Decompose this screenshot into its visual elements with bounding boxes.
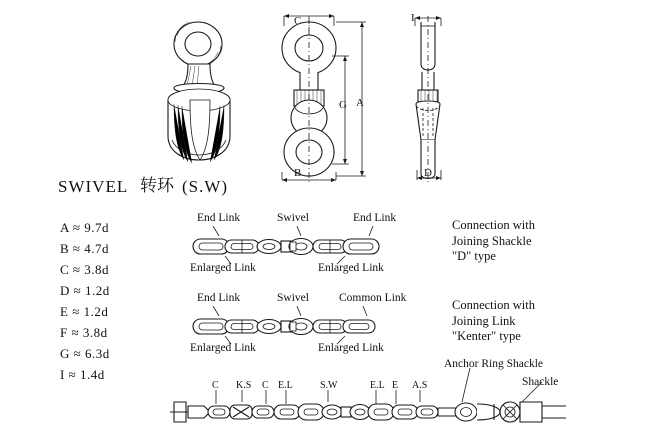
chain-code-el-1: E.L: [278, 380, 293, 391]
note-line: Joining Link: [452, 313, 516, 328]
dimension-label-a: A: [356, 97, 364, 109]
ratio-item: G ≈ 6.3d: [60, 346, 110, 361]
dimension-label-d: D: [424, 167, 432, 179]
ratio-item: I ≈ 1.4d: [60, 367, 105, 382]
note-line: Connection with: [452, 298, 535, 312]
ratio-item: F ≈ 3.8d: [60, 325, 108, 340]
page-title-cn: 转环: [140, 176, 174, 196]
chain-assembly-drawing: [170, 368, 630, 430]
chain-code-el-2: E.L: [370, 380, 385, 391]
chain-code-c-2: C: [262, 380, 269, 391]
assembly-d-label-enlarged-link-left: Enlarged Link: [190, 262, 256, 274]
note-line: "Kenter" type: [452, 329, 521, 344]
page-title: SWIVEL: [58, 177, 129, 196]
chain-label-anchor-ring-shackle: Anchor Ring Shackle: [444, 358, 544, 370]
assembly-kenter-label-enlarged-link-right: Enlarged Link: [318, 342, 384, 354]
dimension-label-g: G: [339, 99, 347, 111]
chain-code-ks: K.S: [236, 380, 252, 391]
chain-code-as: A.S: [412, 380, 428, 391]
swivel-pictorial: [130, 8, 270, 178]
assembly-kenter-label-enlarged-link-left: Enlarged Link: [190, 342, 256, 354]
assembly-d-label-end-link-right: End Link: [353, 212, 397, 224]
assembly-kenter-drawing: [185, 306, 425, 346]
ratio-item: A ≈ 9.7d: [60, 220, 110, 235]
ratio-item: D ≈ 1.2d: [60, 283, 110, 298]
page-title-code: (S.W): [182, 177, 229, 196]
assembly-d-label-swivel: Swivel: [277, 212, 309, 224]
assembly-d-drawing: [185, 226, 425, 266]
ratio-item: B ≈ 4.7d: [60, 241, 110, 256]
ratio-item: C ≈ 3.8d: [60, 262, 110, 277]
assembly-kenter-label-swivel: Swivel: [277, 292, 309, 304]
chain-code-sw: S.W: [320, 380, 338, 391]
ratio-list: [60, 220, 110, 383]
assembly-kenter-label-common-link: Common Link: [339, 292, 407, 304]
assembly-kenter-label-end-link: End Link: [197, 292, 241, 304]
assembly-d-label-enlarged-link-right: Enlarged Link: [318, 262, 384, 274]
side-view-drawing: [385, 12, 475, 184]
chain-code-c-1: C: [212, 380, 219, 391]
assembly-kenter-note: [452, 298, 535, 345]
note-line: Joining Shackle: [452, 233, 532, 248]
dimension-label-i: I: [411, 12, 415, 24]
assembly-d-label-end-link-left: End Link: [197, 212, 241, 224]
dimension-label-b: B: [294, 167, 302, 179]
note-line: "D" type: [452, 249, 496, 264]
assembly-d-note: [452, 218, 535, 265]
chain-code-e: E: [392, 380, 399, 391]
chain-label-shackle: Shackle: [522, 376, 559, 388]
dimension-label-c: C: [294, 15, 302, 27]
ratio-item: E ≈ 1.2d: [60, 304, 109, 319]
note-line: Connection with: [452, 218, 535, 232]
